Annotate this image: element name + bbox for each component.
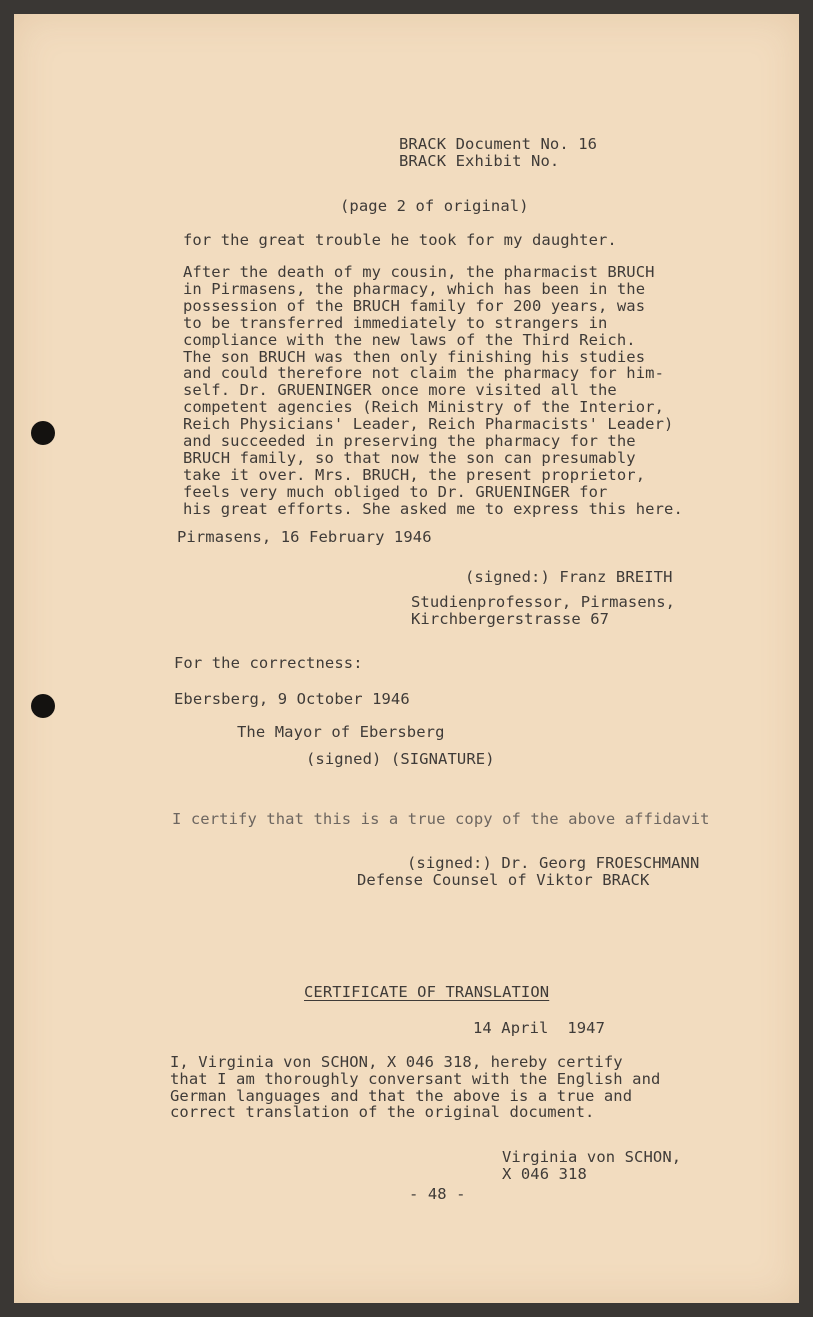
correctness-label: For the correctness: [174, 654, 363, 672]
document-number: BRACK Document No. 16 [399, 135, 598, 153]
main-paragraph: After the death of my cousin, the pharmacist BRUCH in Pirmasens, the pharmacy, which has been in the possession of the BRUCH family for 200 years, was to be transferred immediately to strangers in compliance with the new laws of the Third Reich. The son BRUCH was then only finishing his studies and could therefore not claim the pharmacy for him- self. Dr. GRUENINGER once more visited all the competent agencies (Reich Ministry of the Interior, Reich Physicians' Leader, Reich Pharmacists' Leader) and succeeded in preserving the pharmacy for the BRUCH family, so that now the son can presumably take it over. Mrs. BRUCH, the present proprietor, feels very much obliged to Dr. GRUENINGER for his great efforts. She asked me to express this here. [183, 263, 683, 518]
signer-role: Defense Counsel of Viktor BRACK [357, 871, 650, 889]
punch-hole-top [31, 421, 55, 445]
mayor-signature: (signed) (SIGNATURE) [306, 750, 495, 768]
translator-number: X 046 318 [502, 1165, 587, 1183]
signer-address: Kirchbergerstrasse 67 [411, 610, 610, 628]
certificate-text: I, Virginia von SCHON, X 046 318, hereby certify that I am thoroughly conversant with the English and German languages and that the above is a true and correct translation of the original document. [170, 1053, 661, 1122]
page-number: - 48 - [409, 1185, 466, 1203]
correctness-place-date: Ebersberg, 9 October 1946 [174, 690, 410, 708]
signature-froeschmann: (signed:) Dr. Georg FROESCHMANN [407, 854, 700, 872]
document-page [14, 14, 799, 1303]
exhibit-number: BRACK Exhibit No. [399, 152, 560, 170]
mayor-title: The Mayor of Ebersberg [237, 723, 445, 741]
punch-hole-bottom [31, 694, 55, 718]
translator-name: Virginia von SCHON, [502, 1148, 682, 1166]
place-date: Pirmasens, 16 February 1946 [177, 528, 432, 546]
signature-breith: (signed:) Franz BREITH [465, 568, 673, 586]
page-note: (page 2 of original) [340, 197, 529, 215]
certificate-date: 14 April 1947 [473, 1019, 606, 1037]
certificate-heading: CERTIFICATE OF TRANSLATION [304, 983, 550, 1001]
opening-line: for the great trouble he took for my daughter. [183, 231, 617, 249]
certify-line: I certify that this is a true copy of the above affidavit [172, 810, 710, 828]
signer-title: Studienprofessor, Pirmasens, [411, 593, 676, 611]
